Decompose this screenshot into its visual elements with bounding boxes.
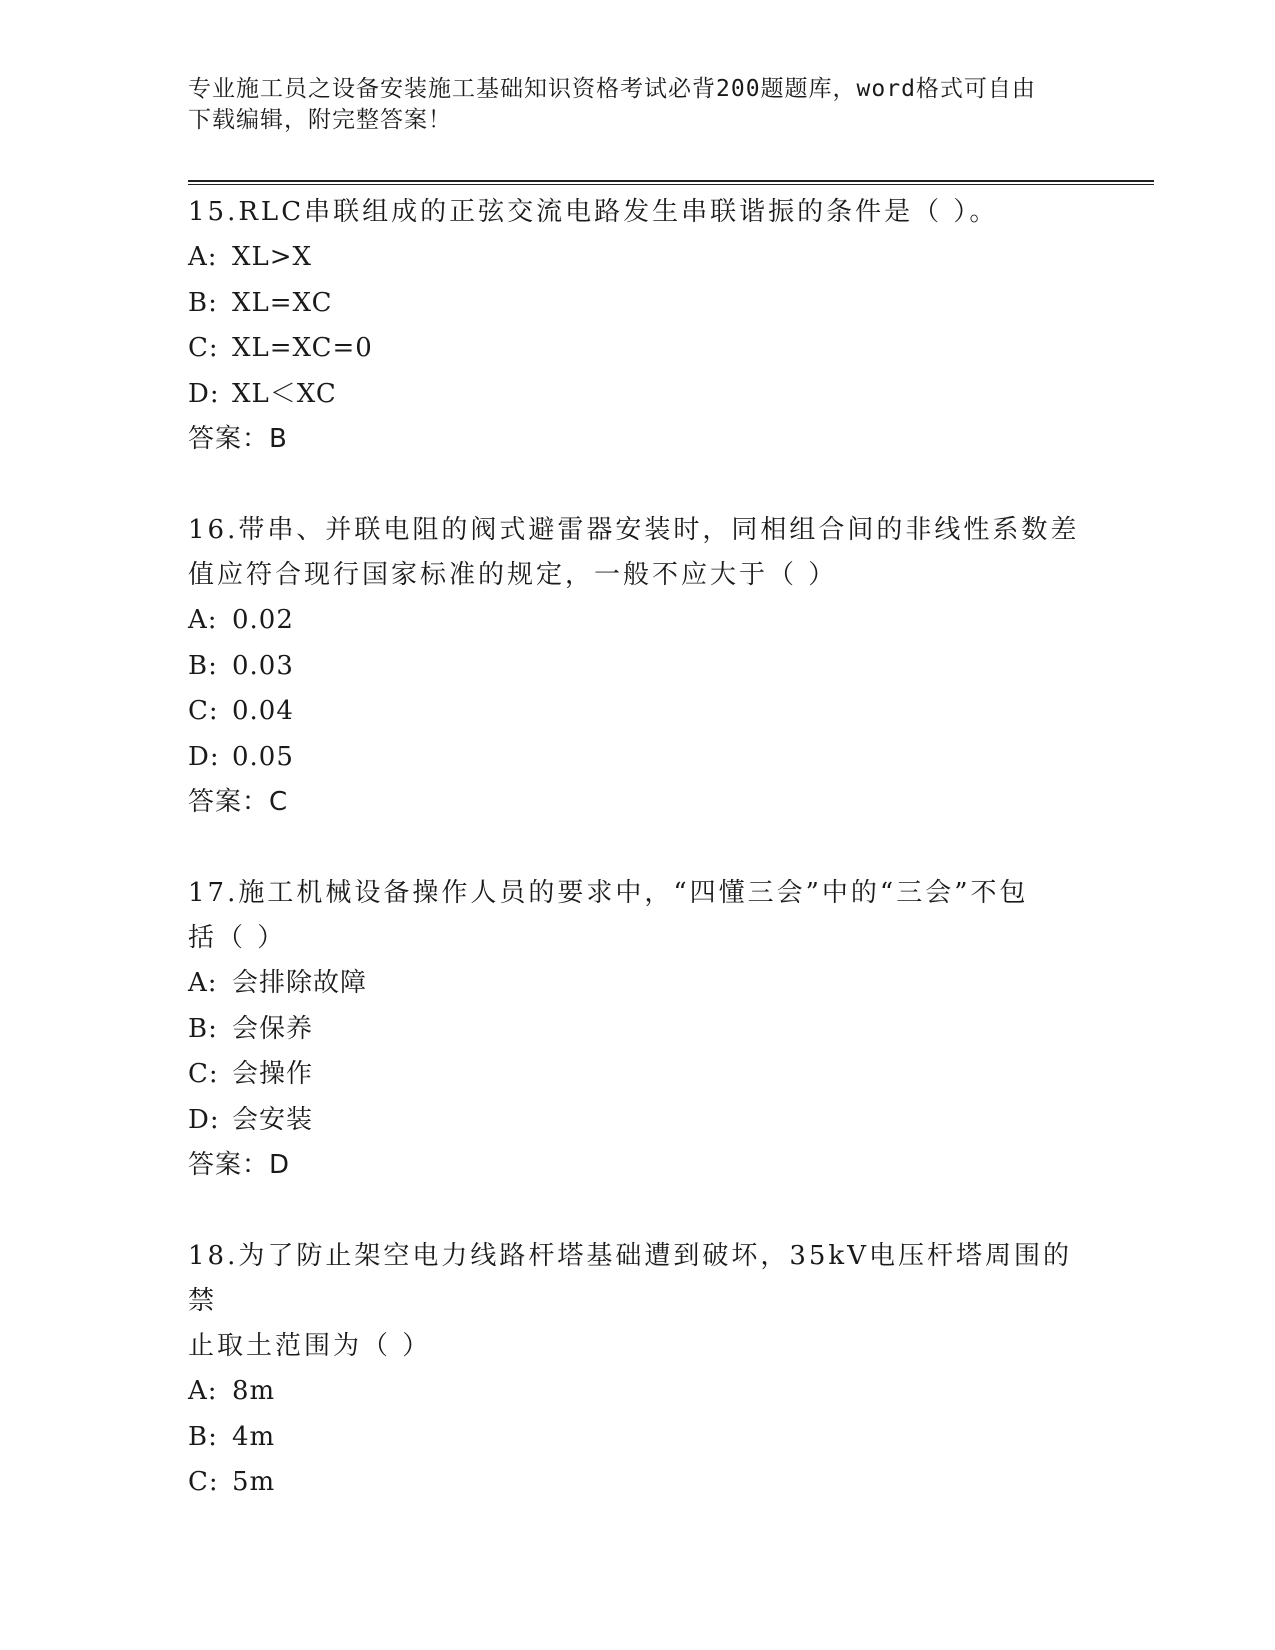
question-text: 15.RLC串联组成的正弦交流电路发生串联谐振的条件是（ ）。 (188, 197, 999, 227)
option-label: B: (188, 1013, 218, 1044)
document-header (188, 74, 1088, 136)
option-a (188, 961, 1088, 1007)
option-label: C: (188, 1059, 219, 1089)
option-label: A: (188, 242, 218, 272)
option-label: A: (188, 605, 218, 635)
option-value: 0.05 (232, 741, 294, 772)
option-d (188, 372, 1088, 418)
option-label: B: (188, 287, 218, 318)
question-text: 18.为了防止架空电力线路杆塔基础遭到破坏，35kV电压杆塔周围的禁 (188, 1241, 1072, 1316)
header-divider-thin (188, 184, 1154, 185)
question-list (188, 190, 1088, 1552)
question-text-continued: 括（ ） (188, 923, 287, 953)
option-a (188, 598, 1088, 644)
option-label: A: (188, 968, 218, 998)
question-text-continued: 值应符合现行国家标准的规定，一般不应大于（ ） (188, 560, 838, 590)
answer-text: 答案：D (188, 1150, 291, 1180)
option-d (188, 1098, 1088, 1144)
answer-text: 答案：B (188, 424, 288, 454)
option-value: 会保养 (232, 1013, 314, 1044)
option-label: C: (188, 333, 219, 363)
option-value: 0.02 (232, 605, 294, 635)
option-c (188, 326, 1088, 372)
option-value: 5m (232, 1467, 276, 1497)
option-label: D: (188, 741, 220, 772)
question-18 (188, 1234, 1088, 1506)
header-divider-thick (188, 180, 1154, 182)
option-value: 4m (232, 1421, 276, 1452)
option-d (188, 735, 1088, 781)
question-text: 17.施工机械设备操作人员的要求中，“四懂三会”中的“三会”不包 (188, 878, 1029, 908)
option-label: A: (188, 1376, 218, 1406)
option-value: 0.03 (232, 650, 294, 681)
question-text-continued: 止取土范围为（ ） (188, 1331, 432, 1361)
option-value: XL=XC=0 (232, 333, 373, 363)
option-b (188, 644, 1088, 690)
option-b (188, 1007, 1088, 1053)
option-a (188, 1369, 1088, 1415)
option-value: XL＜XC (232, 378, 337, 409)
option-c (188, 1460, 1088, 1506)
option-value: 8m (232, 1376, 276, 1406)
option-label: D: (188, 1104, 220, 1135)
option-c (188, 1052, 1088, 1098)
option-value: 会安装 (232, 1104, 314, 1135)
header-line-1: 专业施工员之设备安装施工基础知识资格考试必背200题题库，word格式可自由 (188, 76, 1036, 102)
option-value: 会排除故障 (232, 968, 368, 998)
option-b (188, 1415, 1088, 1461)
option-c (188, 689, 1088, 735)
option-a (188, 235, 1088, 281)
question-text: 16.带串、并联电阻的阀式避雷器安装时，同相组合间的非线性系数差 (188, 515, 1080, 545)
option-value: XL=XC (232, 287, 333, 318)
option-b (188, 281, 1088, 327)
option-value: 会操作 (232, 1059, 314, 1089)
header-line-2: 下载编辑，附完整答案！ (188, 107, 452, 133)
option-value: XL>X (232, 242, 313, 272)
option-label: B: (188, 650, 218, 681)
question-16 (188, 508, 1088, 825)
question-17 (188, 871, 1088, 1188)
question-15 (188, 190, 1088, 462)
option-label: B: (188, 1421, 218, 1452)
option-label: C: (188, 1467, 219, 1497)
answer-text: 答案：C (188, 787, 289, 817)
option-label: C: (188, 696, 219, 726)
option-value: 0.04 (232, 696, 294, 726)
option-label: D: (188, 378, 220, 409)
